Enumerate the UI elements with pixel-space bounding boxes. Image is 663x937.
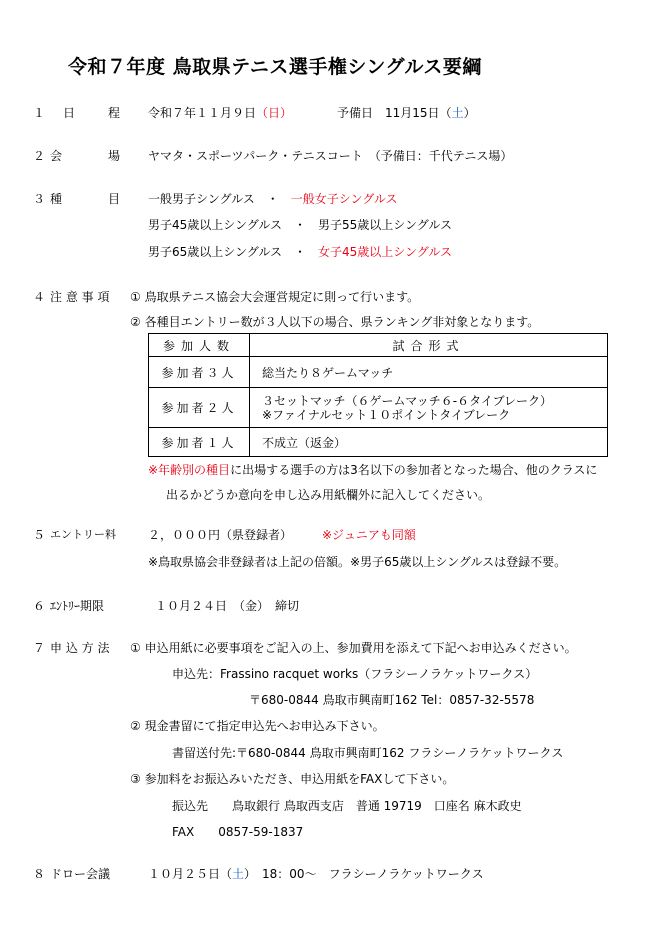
s2-num: ２ bbox=[33, 149, 46, 163]
s1-label-a: 日 bbox=[63, 106, 76, 120]
s5-num: ５ bbox=[33, 528, 46, 542]
table-cell-format-line2: ※ファイナルセット１０ポイントタイブレーク bbox=[262, 407, 511, 422]
s3-num: ３ bbox=[33, 192, 46, 206]
s6-label: ｴﾝﾄﾘｰ期限 bbox=[50, 599, 105, 613]
table-row bbox=[149, 388, 608, 428]
table-cell-count: 参加者３人 bbox=[149, 357, 250, 388]
s7-method1: ① 申込用紙に必要事項をご記入の上、参加費用を添えて下記へお申込みください。 bbox=[130, 641, 577, 655]
format-table bbox=[148, 333, 608, 457]
s3-row1-b: 一般女子シングルス bbox=[290, 192, 398, 206]
s8-date-day: 土 bbox=[232, 867, 245, 881]
s1-paren-open: （ bbox=[439, 106, 452, 120]
s3-row1 bbox=[148, 190, 398, 207]
s7-dest: 申込先：Frassino racquet works（フラシーノラケットワークス） bbox=[172, 667, 538, 681]
s5-junior: ※ジュニアも同額 bbox=[322, 528, 416, 542]
s8-date-a: １０月２５日（ bbox=[148, 867, 233, 881]
s7-fax: FAX 0857-59-1837 bbox=[172, 825, 304, 839]
s4-age-note-rest: に出場する選手の方は3名以下の参加者となった場合、他のクラスに bbox=[230, 463, 598, 477]
s2-label-a: 会 bbox=[50, 149, 63, 163]
s3-label-a: 種 bbox=[50, 192, 63, 206]
s3-row3-a: 男子65歳以上シングルス ・ bbox=[148, 245, 319, 259]
table-row bbox=[149, 428, 608, 457]
table-header-count: 参加人数 bbox=[149, 334, 250, 357]
s1-reserve bbox=[337, 104, 476, 121]
s7-bank: 振込先 鳥取銀行 鳥取西支店 普通 19719 口座名 麻木政史 bbox=[172, 799, 522, 813]
s1-date-day: （日） bbox=[256, 106, 293, 120]
table-header-row bbox=[149, 334, 608, 357]
s7-method3: ③ 参加料をお振込みいただき、申込用紙をFAXして下さい。 bbox=[130, 772, 455, 786]
table-cell-count: 参加者２人 bbox=[149, 388, 250, 428]
s8-date bbox=[148, 865, 484, 882]
s4-age-note2: 出るかどうか意向を申し込み用紙欄外に記入してください。 bbox=[166, 488, 491, 502]
table-cell-format: 総当たり８ゲームマッチ bbox=[250, 357, 608, 388]
s7-mail: 書留送付先:〒680-0844 鳥取市興南町162 フラシーノラケットワークス bbox=[172, 746, 564, 760]
s4-label: 注 意 事 項 bbox=[50, 290, 110, 304]
s4-note1: ① 鳥取県テニス協会大会運営規定に則って行います。 bbox=[130, 290, 420, 304]
s4-note2: ② 各種目エントリー数が３人以下の場合、県ランキング非対象となります。 bbox=[130, 315, 540, 329]
s2-label-b: 場 bbox=[108, 149, 121, 163]
s1-label-b: 程 bbox=[108, 106, 121, 120]
table-cell-format bbox=[250, 388, 608, 428]
s7-addr: 〒680-0844 鳥取市興南町162 Tel：0857-32-5578 bbox=[249, 693, 535, 707]
s8-num: ８ bbox=[33, 867, 46, 881]
s3-label-b: 目 bbox=[108, 192, 121, 206]
s2-venue: ヤマタ・スポーツパーク・テニスコート （予備日：千代テニス場） bbox=[148, 149, 513, 163]
s3-row3-b: 女子45歳以上シングルス bbox=[318, 245, 453, 259]
s5-fee: ２，０００円（県登録者） bbox=[148, 528, 293, 542]
table-row bbox=[149, 357, 608, 388]
s5-note: ※鳥取県協会非登録者は上記の倍額。※男子65歳以上シングルスは登録不要。 bbox=[148, 555, 567, 569]
s7-num: ７ bbox=[33, 641, 46, 655]
table-header-format: 試合形式 bbox=[250, 334, 608, 357]
s1-date-prefix: 令和７年１１月９日 bbox=[148, 106, 257, 120]
s1-num: １ bbox=[33, 106, 46, 120]
s5-label: エントリー料 bbox=[50, 528, 116, 541]
s1-reserve-prefix: 予備日 11月15日 bbox=[337, 106, 440, 120]
s1-paren-close: ） bbox=[463, 106, 476, 120]
s3-row1-a: 一般男子シングルス ・ bbox=[148, 192, 291, 206]
s8-label: ドロー会議 bbox=[50, 867, 111, 881]
s1-reserve-day: 土 bbox=[451, 106, 464, 120]
s6-deadline: １０月２４日 （金） 締切 bbox=[155, 599, 300, 613]
table-cell-count: 参加者１人 bbox=[149, 428, 250, 457]
s7-method2: ② 現金書留にて指定申込先へお申込み下さい。 bbox=[130, 719, 385, 733]
s3-row3 bbox=[148, 243, 452, 260]
s8-date-b: ） 18：00～ フラシーノラケットワークス bbox=[244, 867, 484, 881]
table-cell-format-line1: ３セットマッチ（６ゲームマッチ６-６タイブレーク） bbox=[262, 393, 553, 408]
s4-age-note bbox=[148, 461, 597, 478]
s6-num: ６ bbox=[33, 599, 46, 613]
s7-label: 申 込 方 法 bbox=[50, 641, 110, 655]
s3-row2: 男子45歳以上シングルス ・ 男子55歳以上シングルス bbox=[148, 218, 453, 232]
page-title: 令和７年度 鳥取県テニス選手権シングルス要綱 bbox=[68, 56, 482, 78]
s1-date bbox=[148, 104, 292, 121]
s4-age-note-red: ※年齢別の種目 bbox=[148, 463, 231, 477]
table-cell-format: 不成立（返金） bbox=[250, 428, 608, 457]
s4-num: ４ bbox=[33, 290, 46, 304]
